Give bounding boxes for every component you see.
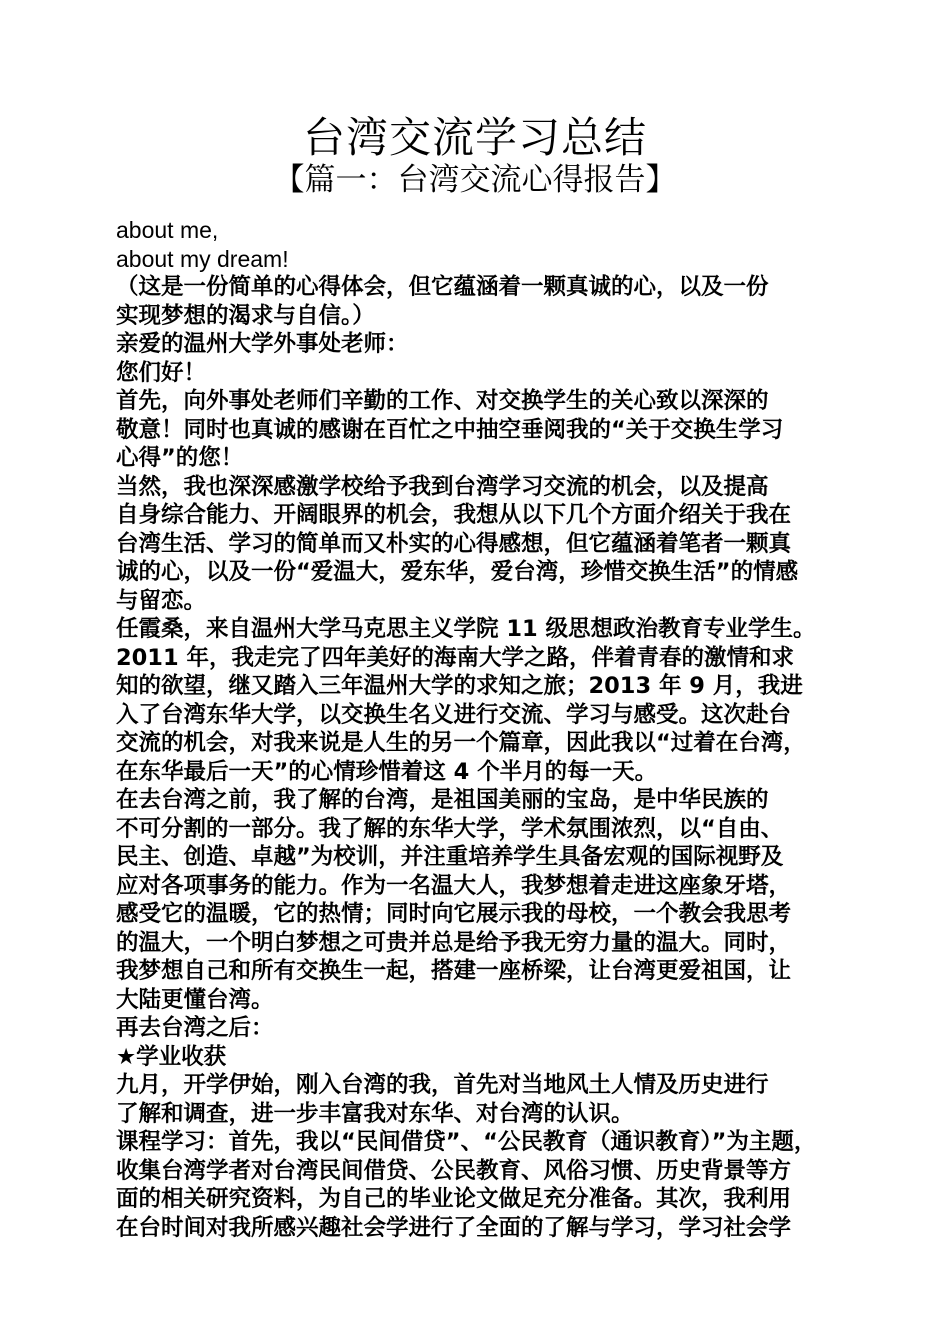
section-heading: ★学业收获 — [116, 1043, 227, 1070]
text-line: 首先，向外事处老师们辛勤的工作、对交换学生的关心致以深深的 — [116, 388, 769, 414]
text-line: 心得”的您！ — [116, 445, 244, 471]
text-line: 九月，开学伊始，刚入台湾的我，首先对当地风土人情及历史进行 — [116, 1072, 769, 1098]
text-line: about me, — [116, 217, 219, 243]
text-line: 在东华最后一天”的心情珍惜着这 4 个半月的每一天。 — [116, 758, 658, 785]
text-line: 台湾生活、学习的简单而又朴实的心得感想，但它蕴涵着笔者一颗真 — [116, 530, 792, 557]
text-line: 民主、创造、卓越”为校训，并注重培养学生具备宏观的国际视野及 — [116, 844, 784, 870]
text-line: 当然，我也深深感激学校给予我到台湾学习交流的机会，以及提高 — [116, 473, 769, 500]
text-line: 敬意！同时也真诚的感谢在百忙之中抽空垂阅我的“关于交换生学习 — [116, 416, 784, 443]
text-line: 自身综合能力、开阔眼界的机会，我想从以下几个方面介绍关于我在 — [116, 502, 792, 528]
text-line: 实现梦想的渴求与自信。） — [116, 302, 375, 329]
text-line: 面的相关研究资料，为自己的毕业论文做足充分准备。其次，我利用 — [116, 1186, 792, 1212]
text-line: （这是一份简单的心得体会，但它蕴涵着一颗真诚的心，以及一份 — [116, 274, 769, 300]
text-line: 知的欲望，继又踏入三年温州大学的求知之旅；2013 年 9 月，我进 — [116, 673, 803, 699]
text-line: 任霞桑，来自温州大学马克思主义学院 11 级思想政治教育专业学生。 — [116, 616, 816, 642]
text-line: 的温大，一个明白梦想之可贵并总是给予我无穷力量的温大。同时， — [116, 929, 792, 956]
text-line: 课程学习：首先，我以“民间借贷”、“公民教育（通识教育）”为主题， — [116, 1129, 817, 1155]
text-line: 与留恋。 — [116, 587, 207, 614]
text-line: 您们好！ — [116, 359, 207, 386]
text-line: about my dream! — [116, 245, 289, 272]
text-line: 收集台湾学者对台湾民间借贷、公民教育、风俗习惯、历史背景等方 — [116, 1157, 792, 1184]
text-line: 诚的心，以及一份“爱温大，爱东华，爱台湾，珍惜交换生活”的情感 — [116, 559, 799, 585]
text-line: 大陆更懂台湾。 — [116, 986, 274, 1013]
text-line: 亲爱的温州大学外事处老师： — [116, 331, 409, 357]
text-line: 了解和调查，进一步丰富我对东华、对台湾的认识。 — [116, 1100, 634, 1127]
document-subtitle: 【篇一：台湾交流心得报告】 — [273, 162, 677, 198]
text-line: 应对各项事务的能力。作为一名温大人，我梦想着走进这座象牙塔， — [116, 872, 792, 899]
text-line: 我梦想自己和所有交换生一起，搭建一座桥梁，让台湾更爱祖国，让 — [116, 958, 792, 984]
text-line: 2011 年，我走完了四年美好的海南大学之路，伴着青春的激情和求 — [116, 644, 794, 671]
document-body — [116, 216, 838, 1242]
text-line: 不可分割的一部分。我了解的东华大学，学术氛围浓烈，以“自由、 — [116, 815, 784, 842]
document-title: 台湾交流学习总结 — [302, 113, 647, 162]
text-line: 再去台湾之后： — [116, 1015, 274, 1041]
text-line: 入了台湾东华大学，以交换生名义进行交流、学习与感受。这次赴台 — [116, 701, 792, 728]
text-line: 感受它的温暖，它的热情；同时向它展示我的母校，一个教会我思考 — [116, 901, 792, 927]
text-line: 在台时间对我所感兴趣社会学进行了全面的了解与学习，学习社会学 — [116, 1214, 792, 1241]
text-line: 在去台湾之前，我了解的台湾，是祖国美丽的宝岛，是中华民族的 — [116, 787, 769, 813]
text-line: 交流的机会，对我来说是人生的另一个篇章，因此我以“过着在台湾， — [116, 730, 806, 756]
